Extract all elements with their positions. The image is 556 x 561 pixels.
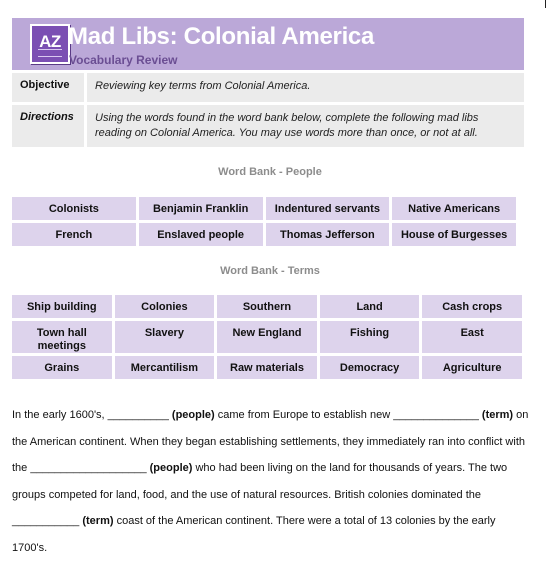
passage-text: who had been living on the land for thousands of years. The two groups competed for land, food, and the use of natural resources. British colonies dominated the ___________ bbox=[12, 462, 508, 527]
term-cell: Mercantilism bbox=[115, 356, 215, 379]
people-cell: French bbox=[12, 223, 136, 246]
blank-hint-people: (people) bbox=[171, 409, 215, 421]
word-bank-terms-title: Word Bank - Terms bbox=[220, 265, 320, 277]
passage-text: coast of the American continent. There were a total of 13 colonies by the early 1700's. bbox=[12, 515, 496, 554]
blank-hint-people: (people) bbox=[149, 462, 193, 474]
logo-lines bbox=[38, 49, 62, 57]
term-cell: Slavery bbox=[115, 321, 215, 353]
mad-libs-passage bbox=[12, 402, 532, 561]
term-cell: Colonies bbox=[115, 295, 215, 318]
logo-text: AZ bbox=[39, 32, 61, 51]
people-cell: Thomas Jefferson bbox=[266, 223, 390, 246]
page-subtitle: Vocabulary Review bbox=[69, 53, 178, 67]
term-cell: New England bbox=[217, 321, 317, 353]
objective-text: Reviewing key terms from Colonial America. bbox=[84, 73, 524, 102]
people-cell: Enslaved people bbox=[139, 223, 263, 246]
term-cell: East bbox=[422, 321, 522, 353]
header-banner bbox=[12, 18, 524, 70]
term-cell: Town hall meetings bbox=[12, 321, 112, 353]
term-cell: Agriculture bbox=[422, 356, 522, 379]
people-cell: Native Americans bbox=[392, 197, 516, 220]
directions-row bbox=[12, 105, 524, 147]
page-title: Mad Libs: Colonial America bbox=[68, 23, 375, 50]
people-cell: Benjamin Franklin bbox=[139, 197, 263, 220]
info-table bbox=[12, 73, 524, 150]
objective-label: Objective bbox=[20, 79, 70, 91]
term-cell: Grains bbox=[12, 356, 112, 379]
people-cell: Colonists bbox=[12, 197, 136, 220]
passage-text: on the American continent. When they began establishing settlements, they immediately ran into conflict with the ___________________ bbox=[12, 409, 529, 474]
term-cell: Southern bbox=[217, 295, 317, 318]
people-cell: Indentured servants bbox=[266, 197, 390, 220]
term-cell: Fishing bbox=[320, 321, 420, 353]
word-bank-people-title: Word Bank - People bbox=[218, 166, 322, 178]
word-bank-people bbox=[12, 197, 516, 246]
term-cell: Cash crops bbox=[422, 295, 522, 318]
passage-text: In the early 1600's, __________ bbox=[12, 409, 172, 421]
term-cell: Land bbox=[320, 295, 420, 318]
passage-text: came from Europe to establish new ______________ bbox=[214, 409, 482, 421]
edge-mark bbox=[545, 0, 546, 8]
objective-row bbox=[12, 73, 524, 102]
word-bank-terms bbox=[12, 295, 522, 379]
term-cell: Democracy bbox=[320, 356, 420, 379]
blank-hint-term: (term) bbox=[82, 515, 114, 527]
blank-hint-term: (term) bbox=[481, 409, 514, 421]
az-logo-icon bbox=[30, 24, 70, 64]
people-cell: House of Burgesses bbox=[392, 223, 516, 246]
term-cell: Raw materials bbox=[217, 356, 317, 379]
directions-text: Using the words found in the word bank below, complete the following mad libs reading on Colonial America. You may use words more than once, or not at all. bbox=[84, 105, 524, 147]
term-cell: Ship building bbox=[12, 295, 112, 318]
directions-label: Directions bbox=[20, 111, 74, 123]
